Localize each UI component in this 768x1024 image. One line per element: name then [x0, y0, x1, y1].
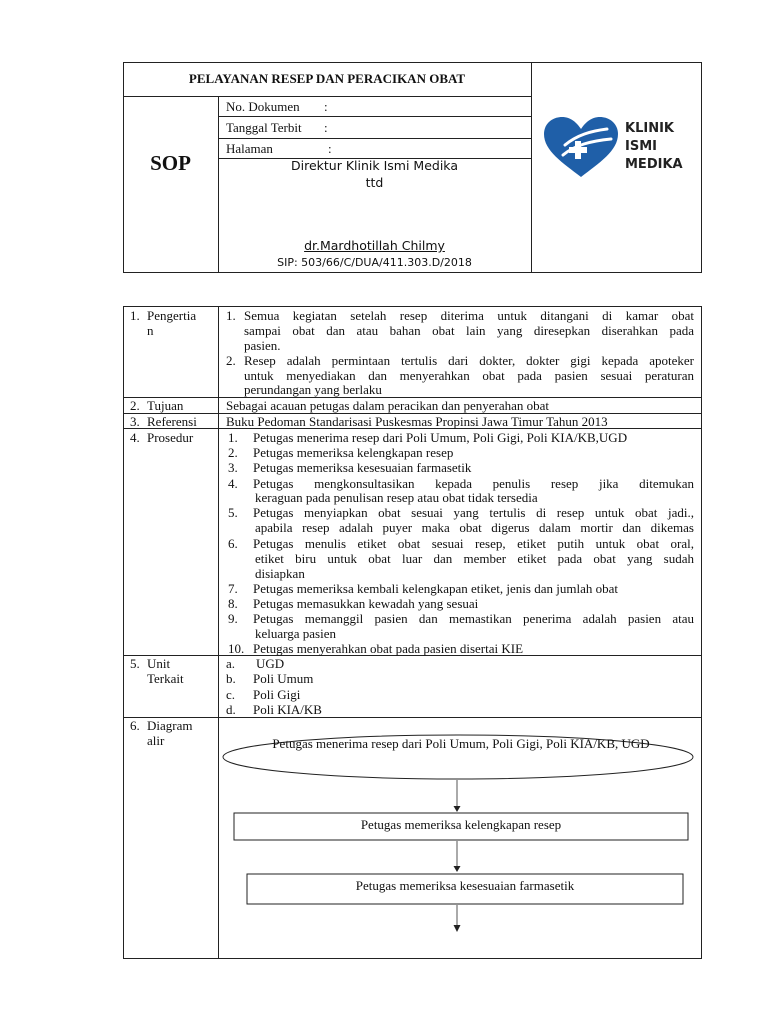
prosedur-step-line: Petugas menulis etiket obat sesuai resep, etiket putih untuk obat oral,	[253, 536, 694, 551]
tujuan-label: Tujuan	[147, 398, 184, 413]
pengertian-item-2-number: 2.	[226, 353, 236, 368]
prosedur-step-line: Petugas memanggil pasien dan memastikan penerima adalah pasien atau	[253, 611, 694, 626]
document-title: PELAYANAN RESEP DAN PERACIKAN OBAT	[188, 71, 466, 86]
prosedur-step-line: apabila resep adalah puyer maka obat digerus dalam mortir dan dikemas	[255, 520, 694, 535]
prosedur-step-line: Petugas memasukkan kewadah yang sesuai	[253, 596, 479, 611]
tujuan-text: Sebagai acauan petugas dalam peracikan dan penyerahan obat	[226, 398, 550, 413]
director-title: Direktur Klinik Ismi Medika	[291, 158, 458, 173]
sop-label: SOP	[150, 151, 191, 175]
unit-item-text: Poli Umum	[253, 671, 314, 686]
prosedur-step-line: Petugas menerima resep dari Poli Umum, Poli Gigi, Poli KIA/KB,UGD	[253, 430, 628, 445]
prosedur-step-line: Petugas memeriksa kelengkapan resep	[253, 445, 454, 460]
tanggal-terbit-label: Tanggal Terbit	[226, 120, 302, 135]
prosedur-step-number: 5.	[228, 505, 238, 520]
heart-cross-logo-icon	[541, 115, 621, 181]
logo-line-ismi: ISMI	[625, 139, 657, 154]
pengertian-item-1-line: pasien.	[244, 338, 281, 353]
field-divider	[218, 116, 531, 117]
pengertian-item-2-line: Resep adalah permintaan tertulis dari dokter, dokter gigi kepada apoteker	[244, 353, 694, 368]
pengertian-item-2-line: untuk menyediakan dan menyerahkan obat pada pasien sesuai peraturan	[244, 368, 694, 383]
flow-arrowhead	[454, 925, 461, 932]
prosedur-step-line: Petugas mengkonsultasikan kepada penulis resep jika ditemukan	[253, 476, 694, 491]
prosedur-step-line: keluarga pasien	[255, 626, 336, 641]
field-divider	[218, 138, 531, 139]
title-divider	[123, 96, 531, 97]
pengertian-label: Pengertia	[147, 308, 197, 323]
prosedur-step-number: 2.	[228, 445, 238, 460]
halaman-sep: :	[328, 141, 332, 156]
pengertian-item-1-number: 1.	[226, 308, 236, 323]
halaman-label: Halaman	[226, 141, 273, 156]
referensi-label: Referensi	[147, 414, 197, 429]
header-divider	[531, 62, 532, 273]
diagram-label: Diagram	[147, 718, 193, 733]
prosedur-step-number: 10.	[228, 641, 245, 656]
unit-item-text: UGD	[256, 656, 285, 671]
diagram-label-cont: alir	[147, 733, 165, 748]
flow-box-1-text: Petugas memeriksa kelengkapan resep	[360, 817, 562, 832]
prosedur-step-line: Petugas memeriksa kembali kelengkapan etiket, jenis dan jumlah obat	[253, 581, 618, 596]
pengertian-label-cont: n	[147, 323, 154, 338]
pengertian-item-1-line: Semua kegiatan setelah resep diterima untuk ditangani di kamar obat	[244, 308, 694, 323]
unit-item-letter: b.	[226, 671, 236, 686]
prosedur-number: 4.	[130, 430, 140, 445]
unit-number: 5.	[130, 656, 140, 671]
unit-item-letter: c.	[226, 687, 236, 702]
prosedur-step-line: Petugas memeriksa kesesuaian farmasetik	[253, 460, 472, 475]
unit-item-text: Poli Gigi	[253, 687, 301, 702]
unit-item-letter: a.	[226, 656, 236, 671]
logo-line-medika: MEDIKA	[625, 157, 683, 172]
flow-arrowhead	[454, 806, 461, 812]
prosedur-step-line: disiapkan	[255, 566, 305, 581]
prosedur-step-number: 9.	[228, 611, 238, 626]
referensi-number: 3.	[130, 414, 140, 429]
director-name: dr.Mardhotillah Chilmy	[304, 238, 445, 253]
prosedur-step-line: Petugas menyiapkan obat sesuai yang tertulis di resep untuk obat jadi.,	[253, 505, 694, 520]
tanggal-terbit-sep: :	[324, 120, 328, 135]
prosedur-label: Prosedur	[147, 430, 194, 445]
flowchart	[219, 718, 703, 958]
logo-line-klinik: KLINIK	[625, 121, 674, 136]
prosedur-step-number: 6.	[228, 536, 238, 551]
no-dokumen-sep: :	[324, 99, 328, 114]
prosedur-step-line: Petugas menyerahkan obat pada pasien disertai KIE	[253, 641, 524, 656]
prosedur-step-number: 4.	[228, 476, 238, 491]
pengertian-item-1-line: sampai obat dan atau bahan obat lain yang diresepkan diserahkan pada	[244, 323, 694, 338]
signature-ttd: ttd	[365, 175, 384, 190]
prosedur-step-number: 8.	[228, 596, 238, 611]
prosedur-step-line: etiket biru untuk obat luar dan member etiket pada obat yang sudah	[255, 551, 694, 566]
director-sip: SIP: 503/66/C/DUA/411.303.D/2018	[277, 256, 472, 269]
unit-item-letter: d.	[226, 702, 236, 717]
tujuan-number: 2.	[130, 398, 140, 413]
clinic-logo	[541, 115, 691, 185]
prosedur-step-number: 3.	[228, 460, 238, 475]
no-dokumen-label: No. Dokumen	[226, 99, 300, 114]
flow-box-2-text: Petugas memeriksa kesesuaian farmasetik	[355, 878, 575, 893]
unit-label-cont: Terkait	[147, 671, 184, 686]
prosedur-step-number: 7.	[228, 581, 238, 596]
prosedur-step-line: keraguan pada penulisan resep atau obat tidak tersedia	[255, 490, 538, 505]
pengertian-item-2-line: perundangan yang berlaku	[244, 382, 382, 397]
flow-arrowhead	[454, 866, 461, 872]
flow-start-text: Petugas menerima resep dari Poli Umum, Poli Gigi, Poli KIA/KB, UGD	[272, 736, 650, 751]
diagram-number: 6.	[130, 718, 140, 733]
unit-item-text: Poli KIA/KB	[253, 702, 322, 717]
unit-label: Unit	[147, 656, 171, 671]
prosedur-step-number: 1.	[228, 430, 238, 445]
pengertian-number: 1.	[130, 308, 140, 323]
referensi-text: Buku Pedoman Standarisasi Puskesmas Propinsi Jawa Timur Tahun 2013	[226, 414, 608, 429]
